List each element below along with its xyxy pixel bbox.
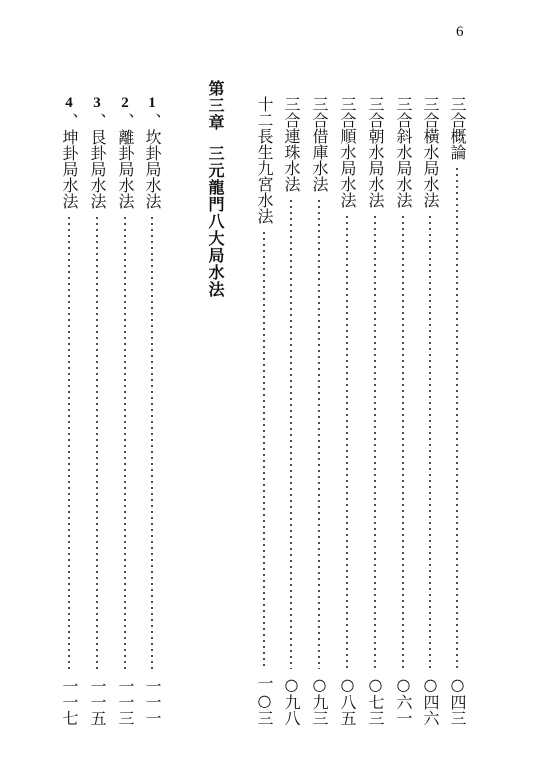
toc-entry[interactable] [419, 96, 441, 726]
toc-entry-title: 三合橫水局水法 [421, 96, 440, 208]
toc-entry-title: 三合概論 [448, 96, 467, 160]
toc-entry-title: 、坤卦局水法 [60, 113, 79, 209]
leader-dots [151, 215, 153, 672]
toc-entry-title: 、坎卦局水法 [143, 113, 162, 209]
toc-entry[interactable] [336, 96, 358, 726]
leader-dots [124, 215, 126, 672]
toc-entry-page: ○六一 [394, 675, 413, 726]
toc-entry[interactable] [86, 96, 108, 726]
toc-entry[interactable] [308, 96, 330, 726]
toc-entry-page: 一一一 [143, 678, 162, 726]
toc-entry-page: ○八五 [338, 675, 357, 726]
leader-dots [374, 214, 376, 669]
leader-dots [456, 166, 458, 669]
leader-dots [96, 215, 98, 672]
chapter-title: 三元龍門八大局水法 [206, 145, 225, 298]
toc-entry-title: 三合借庫水法 [310, 96, 329, 192]
page-number: 6 [456, 24, 464, 40]
toc-entry[interactable] [114, 96, 136, 726]
toc-entry-page: ○七三 [366, 675, 385, 726]
toc-entry[interactable] [253, 96, 275, 726]
toc-entry-page: ○九三 [310, 675, 329, 726]
toc-entry-number: 3 [93, 95, 101, 111]
toc-entry-number: 2 [121, 95, 129, 111]
chapter-heading [201, 80, 227, 298]
toc-entry-page: 一一三 [116, 678, 135, 726]
toc-entry[interactable] [392, 96, 414, 726]
toc-entry-title: 三合斜水局水法 [394, 96, 413, 208]
toc-entry-page: ○九八 [282, 675, 301, 726]
toc-entry-title: 、離卦局水法 [116, 113, 135, 209]
toc-entry[interactable] [280, 96, 302, 726]
toc-entry-number: 1 [148, 95, 156, 111]
toc-entry[interactable] [58, 96, 80, 726]
toc-entry-page: ○四三 [448, 675, 467, 726]
toc-entry-title: 三合順水局水法 [338, 96, 357, 208]
leader-dots [402, 214, 404, 669]
leader-dots [346, 214, 348, 669]
leader-dots [263, 230, 265, 669]
toc-entry-title: 三合朝水局水法 [366, 96, 385, 208]
toc-entry-title: 、艮卦局水法 [88, 113, 107, 209]
toc-entry[interactable] [364, 96, 386, 726]
toc-entry[interactable] [141, 96, 163, 726]
toc-entry-title: 三合連珠水法 [282, 96, 301, 192]
toc-entry-page: 一○三 [255, 675, 274, 726]
leader-dots [429, 214, 431, 669]
leader-dots [290, 198, 292, 669]
leader-dots [318, 198, 320, 669]
toc-entry-title: 十二長生九宮水法 [255, 96, 274, 224]
toc-entry-number: 4 [65, 95, 73, 111]
chapter-label: 第三章 [206, 80, 225, 131]
toc-entry-page: 一一七 [60, 678, 79, 726]
toc-entry-page: 一一五 [88, 678, 107, 726]
toc-entry[interactable] [446, 96, 468, 726]
toc-entry-page: ○四六 [421, 675, 440, 726]
leader-dots [68, 215, 70, 672]
